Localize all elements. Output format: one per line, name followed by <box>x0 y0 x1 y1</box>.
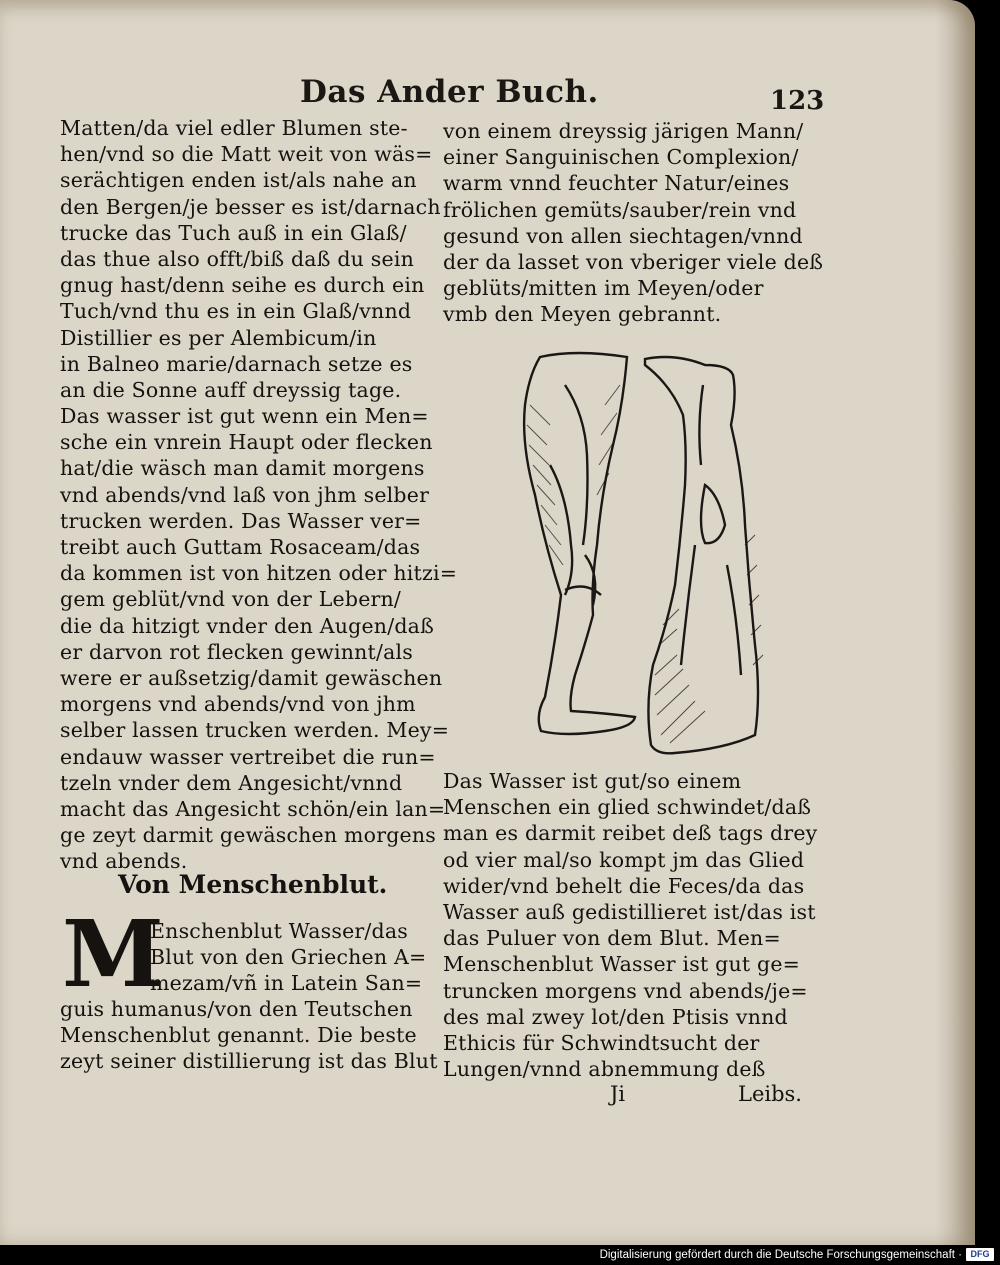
text-line: tzeln vnder dem Angesicht/vnnd <box>60 770 403 795</box>
section-rest-lines <box>60 996 438 1075</box>
text-line: man es darmit reibet deß tags drey <box>443 821 818 846</box>
text-line: von einem dreyssig järigen Mann/ <box>443 119 804 143</box>
text-line: Menschenblut genannt. Die beste <box>60 1023 417 1048</box>
text-line: treibt auch Guttam Rosaceam/das <box>60 535 421 559</box>
text-line: die da hitzigt vnder den Augen/daß <box>60 613 434 638</box>
text-line: truncken morgens vnd abends/je= <box>443 978 808 1003</box>
text-line: Menschen ein glied schwindet/daß <box>443 795 812 820</box>
text-line: mezam/vñ in Latein San= <box>150 971 423 996</box>
text-line: vmb den Meyen gebrannt. <box>443 302 722 327</box>
text-line: gnug hast/denn seihe es durch ein <box>60 273 425 298</box>
section-heading: Von Menschenblut. <box>118 870 388 899</box>
left-column <box>60 115 458 874</box>
text-line: macht das Angesicht schön/ein lan= <box>60 796 446 821</box>
drop-cap: M <box>62 900 164 1008</box>
footer-credit: Digitalisierung gefördert durch die Deutsche Forschungsgemeinschaft · <box>599 1249 962 1261</box>
text-line: an die Sonne auff dreyssig tage. <box>60 377 402 402</box>
text-line: sche ein vnrein Haupt oder flecken <box>60 430 433 455</box>
signature-mark: Ji <box>610 1082 626 1106</box>
text-line: selber lassen trucken werden. Mey= <box>60 718 450 743</box>
text-line: trucken werden. Das Wasser ver= <box>60 508 422 533</box>
text-line: guis humanus/von den Teutschen <box>60 997 413 1021</box>
text-line: Enschenblut Wasser/das <box>150 919 408 943</box>
text-line: den Bergen/je besser es ist/darnach <box>60 194 441 219</box>
text-line: Matten/da viel edler Blumen ste- <box>60 116 408 140</box>
text-line: das thue also offt/biß daß du sein <box>60 246 414 271</box>
text-line: frölichen gemüts/sauber/rein vnd <box>443 197 797 222</box>
text-line: er darvon rot flecken gewinnt/als <box>60 639 413 664</box>
catchword: Leibs. <box>738 1082 802 1106</box>
text-line: hat/die wäsch man damit morgens <box>60 456 425 481</box>
page-header <box>300 74 825 116</box>
text-line: Tuch/vnd thu es in ein Glaß/vnnd <box>60 299 412 324</box>
text-line: Ethicis für Schwindtsucht der <box>443 1030 760 1055</box>
text-line: vnd abends/vnd laß von jhm selber <box>60 482 430 507</box>
text-line: geblüts/mitten im Meyen/oder <box>443 276 764 301</box>
text-line: hen/vnd so die Matt weit von wäs= <box>60 142 433 167</box>
section-first-lines <box>150 918 430 997</box>
text-line: morgens vnd abends/vnd von jhm <box>60 692 416 717</box>
dfg-logo: DFG <box>966 1248 994 1261</box>
text-line: gem geblüt/vnd von der Lebern/ <box>60 587 402 612</box>
text-line: da kommen ist von hitzen oder hitzi= <box>60 561 458 586</box>
right-column-bottom <box>443 768 818 1082</box>
text-line: trucke das Tuch auß in ein Glaß/ <box>60 220 407 245</box>
text-line: Distillier es per Alembicum/in <box>60 325 377 350</box>
text-line: Wasser auß gedistillieret ist/das ist <box>443 899 816 924</box>
text-line: vnd abends. <box>60 849 188 874</box>
text-line: warm vnnd feuchter Natur/eines <box>443 171 790 196</box>
text-line: serächtigen enden ist/als nahe an <box>60 168 417 193</box>
text-line: endauw wasser vertreibet die run= <box>60 744 436 769</box>
text-line: Lungen/vnnd abnemmung deß <box>443 1057 766 1082</box>
text-line: Blut von den Griechen A= <box>150 945 427 970</box>
text-line: gesund von allen siechtagen/vnnd <box>443 223 803 248</box>
woodcut-legs-illustration <box>505 345 795 765</box>
text-line: zeyt seiner distillierung ist das Blut <box>60 1049 438 1074</box>
text-line: Das wasser ist gut wenn ein Men= <box>60 404 429 429</box>
running-title: Das Ander Buch. <box>300 74 599 110</box>
text-line: Das Wasser ist gut/so einem <box>443 769 742 793</box>
text-line: einer Sanguinischen Complexion/ <box>443 145 799 170</box>
right-column-top <box>443 118 824 328</box>
text-line: wider/vnd behelt die Feces/da das <box>443 873 805 898</box>
text-line: das Puluer von dem Blut. Men= <box>443 926 781 951</box>
text-line: ge zeyt darmit gewäschen morgens <box>60 823 436 848</box>
text-line: der da lasset von vberiger viele deß <box>443 249 824 274</box>
text-line: od vier mal/so kompt jm das Glied <box>443 847 805 872</box>
page-number: 123 <box>770 86 825 116</box>
text-line: in Balneo marie/darnach setze es <box>60 351 413 376</box>
text-line: des mal zwey lot/den Ptisis vnnd <box>443 1004 788 1029</box>
text-line: Menschenblut Wasser ist gut ge= <box>443 952 801 977</box>
text-line: were er außsetzig/damit gewäschen <box>60 665 443 690</box>
